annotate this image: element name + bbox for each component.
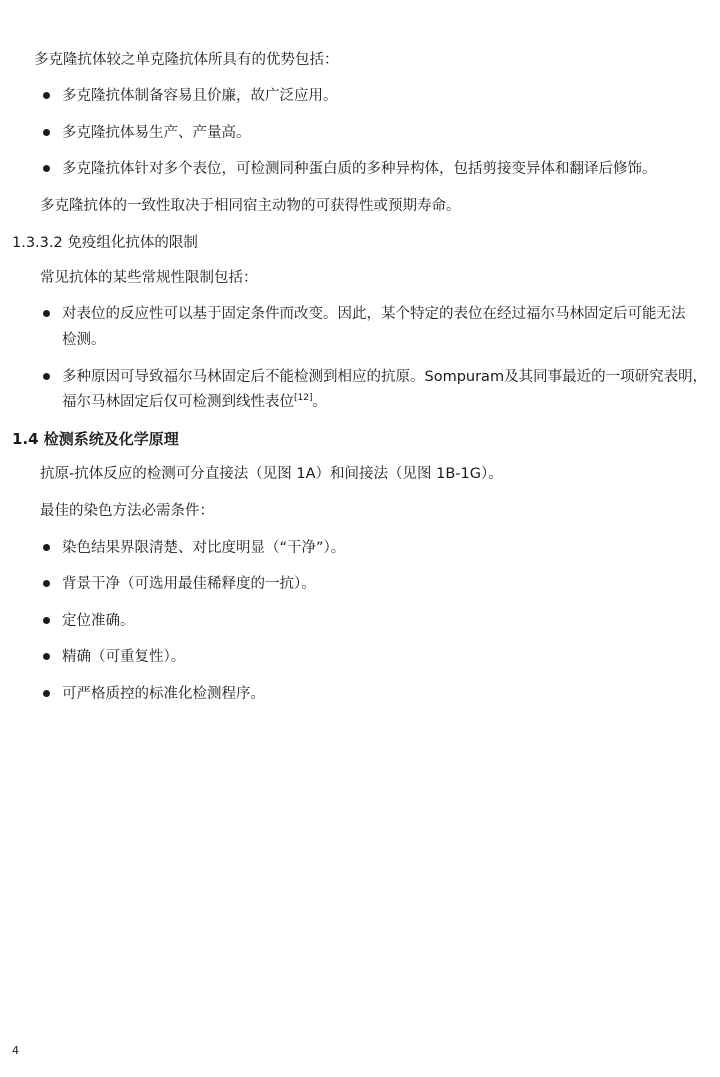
list-item: 多克隆抗体制备容易且价廉，故广泛应用。 bbox=[62, 88, 338, 104]
bullet-icon bbox=[43, 580, 50, 587]
bullet-icon bbox=[43, 373, 50, 380]
bullet-icon bbox=[43, 129, 50, 136]
intro-polyclonal: 多克隆抗体较之单克隆抗体所具有的优势包括： bbox=[34, 52, 339, 68]
citation-text: 福尔马林固定后仅可检测到线性表位 bbox=[62, 394, 294, 410]
staining-intro: 最佳的染色方法必需条件： bbox=[40, 503, 214, 519]
page-number: 4 bbox=[12, 1044, 19, 1057]
list-item: 多克隆抗体易生产、产量高。 bbox=[62, 125, 251, 141]
list-item-continuation bbox=[62, 392, 327, 412]
list-item: 多克隆抗体针对多个表位，可检测同种蛋白质的多种异构体，包括剪接变异体和翻译后修饰。 bbox=[62, 161, 657, 177]
list-item: 精确（可重复性）。 bbox=[62, 649, 186, 665]
section-heading-14: 1.4 检测系统及化学原理 bbox=[12, 430, 179, 448]
section-heading-1332: 1.3.3.2 免疫组化抗体的限制 bbox=[12, 235, 198, 251]
consistency-paragraph: 多克隆抗体的一致性取决于相同宿主动物的可获得性或预期寿命。 bbox=[40, 198, 461, 214]
list-item-continuation: 检测。 bbox=[62, 332, 106, 348]
list-item: 可严格质控的标准化检测程序。 bbox=[62, 686, 265, 702]
bullet-icon bbox=[43, 690, 50, 697]
citation-end: 。 bbox=[312, 394, 327, 410]
bullet-icon bbox=[43, 310, 50, 317]
bullet-icon bbox=[43, 165, 50, 172]
bullet-icon bbox=[43, 617, 50, 624]
bullet-icon bbox=[43, 544, 50, 551]
citation-ref: [12] bbox=[294, 393, 313, 403]
list-item: 对表位的反应性可以基于固定条件而改变。因此，某个特定的表位在经过福尔马林固定后可能无法 bbox=[62, 306, 686, 322]
limits-intro: 常见抗体的某些常规性限制包括： bbox=[40, 270, 258, 286]
detection-intro: 抗原-抗体反应的检测可分直接法（见图 1A）和间接法（见图 1B-1G）。 bbox=[40, 466, 503, 482]
bullet-icon bbox=[43, 92, 50, 99]
list-item: 多种原因可导致福尔马林固定后不能检测到相应的抗原。Sompuram及其同事最近的一项研究表明， bbox=[62, 369, 708, 385]
bullet-icon bbox=[43, 653, 50, 660]
list-item: 染色结果界限清楚、对比度明显（“干净”）。 bbox=[62, 540, 346, 556]
list-item: 背景干净（可选用最佳稀释度的一抗）。 bbox=[62, 576, 316, 592]
list-item: 定位准确。 bbox=[62, 613, 135, 629]
